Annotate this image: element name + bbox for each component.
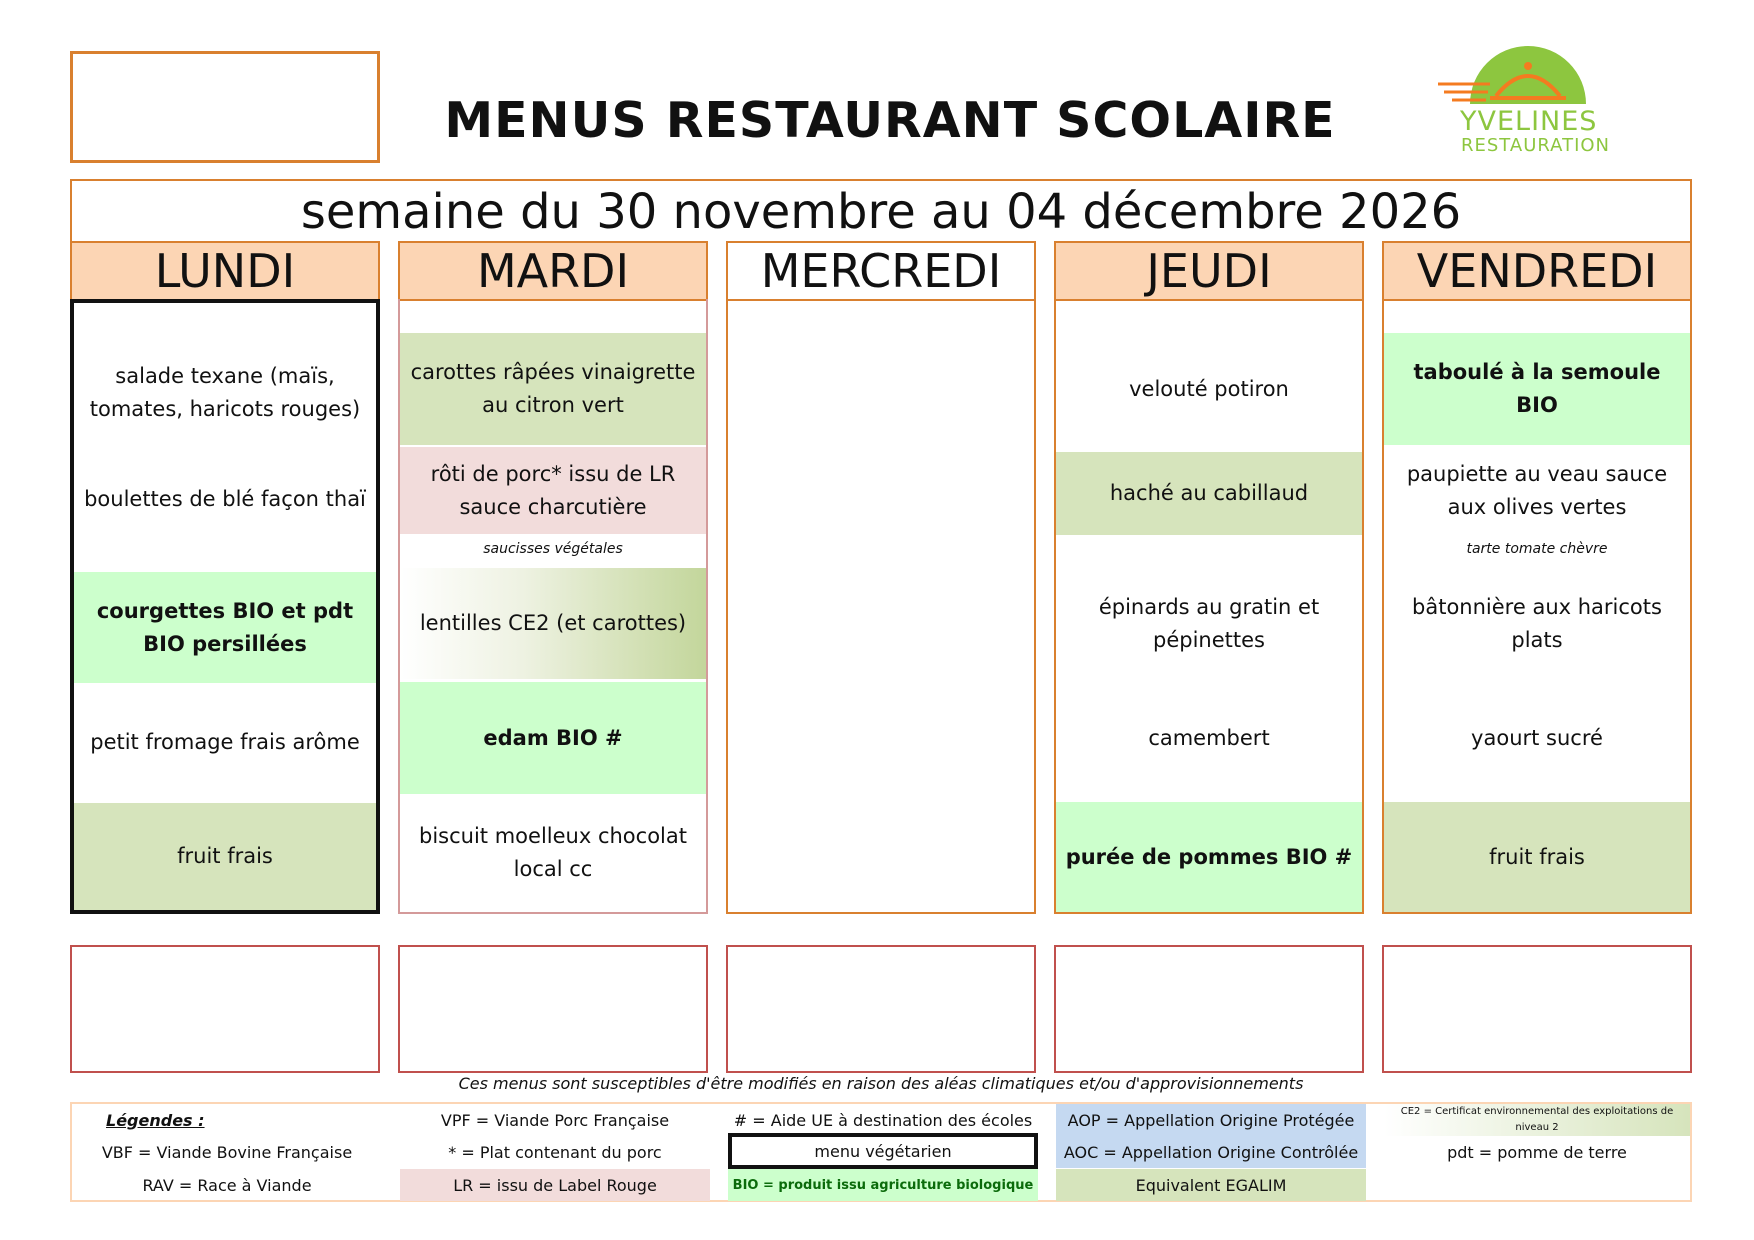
legend-ue: # = Aide UE à destination des écoles [733,1110,1033,1130]
legend-title: Légendes : [106,1110,205,1130]
menu-side: courgettes BIO et pdt BIO persillées [74,572,376,683]
menu-dessert: fruit frais [74,803,376,910]
day-header-monday: LUNDI [70,241,380,301]
legend-vegetarian: menu végétarien [728,1133,1038,1169]
legend-aop: AOP = Appellation Origine Protégée [1056,1104,1366,1136]
legend-vbf: VBF = Viande Bovine Française [101,1142,353,1162]
day-header-thursday: JEUDI [1054,241,1364,301]
day-header-friday: VENDREDI [1382,241,1692,301]
cloche-icon [1430,36,1600,116]
menu-column-thursday [1054,299,1364,914]
legend [70,1102,1692,1202]
menu-cheese: yaourt sucré [1471,725,1603,750]
menu-alternative: saucisses végétales [483,541,623,557]
legend-rav: RAV = Race à Viande [142,1175,312,1195]
menu-starter: salade texane (maïs, tomates, haricots rouges) [89,364,361,421]
week-range: semaine du 30 novembre au 04 décembre 2026 [70,179,1692,244]
menu-starter: carottes râpées vinaigrette au citron vert [400,333,706,445]
menu-main: haché au cabillaud [1056,452,1362,535]
menu-column-friday [1382,299,1692,914]
menu-starter: velouté potiron [1129,376,1289,401]
legend-porc: * = Plat contenant du porc [448,1142,662,1162]
notes-box-monday [70,945,380,1073]
notes-box-thursday [1054,945,1364,1073]
menu-starter: taboulé à la semoule BIO [1384,333,1690,445]
menu-main: paupiette au veau sauce aux olives vertes [1406,461,1668,519]
menu-column-tuesday [398,299,708,914]
school-name-box [70,51,380,163]
menu-column-wednesday [726,299,1036,914]
menu-cheese: petit fromage frais arôme [90,729,360,754]
menu-main: boulettes de blé façon thaï [84,486,366,511]
yvelines-restauration-logo [1430,36,1611,166]
disclaimer-notice: Ces menus sont susceptibles d'être modifiés en raison des aléas climatiques et/ou d'approvisionnements [458,1074,1304,1093]
menu-alternative: tarte tomate chèvre [1466,541,1608,557]
legend-ce2: CE2 = Certificat environnemental des exploitations de niveau 2 [1384,1104,1690,1136]
page-title: MENUS RESTAURANT SCOLAIRE [444,92,1336,149]
legend-pdt: pdt = pomme de terre [1447,1142,1627,1162]
day-header-tuesday: MARDI [398,241,708,301]
legend-label-rouge: LR = issu de Label Rouge [400,1169,710,1201]
menu-dessert: biscuit moelleux chocolat local cc [419,823,687,881]
legend-vpf: VPF = Viande Porc Française [440,1110,670,1130]
menu-main: rôti de porc* issu de LR sauce charcutière [400,447,706,534]
menu-cheese: camembert [1148,725,1270,750]
legend-aoc: AOC = Appellation Origine Contrôlée [1056,1136,1366,1168]
menu-side: épinards au gratin et pépinettes [1098,594,1320,652]
menu-dessert: purée de pommes BIO # [1056,802,1362,912]
menu-side: lentilles CE2 (et carottes) [400,568,706,679]
legend-bio: BIO = produit issu agriculture biologique [728,1169,1038,1201]
menu-dessert: fruit frais [1384,802,1690,912]
day-header-wednesday: MERCREDI [726,241,1036,301]
logo-subtext: RESTAURATION [1461,135,1611,156]
menu-side: bâtonnière aux haricots plats [1412,594,1662,652]
notes-box-tuesday [398,945,708,1073]
logo-text: YVELINES [1460,106,1598,137]
notes-box-friday [1382,945,1692,1073]
legend-egalim: Equivalent EGALIM [1056,1169,1366,1201]
menu-column-monday [70,299,380,914]
menu-cheese: edam BIO # [400,682,706,794]
notes-box-wednesday [726,945,1036,1073]
